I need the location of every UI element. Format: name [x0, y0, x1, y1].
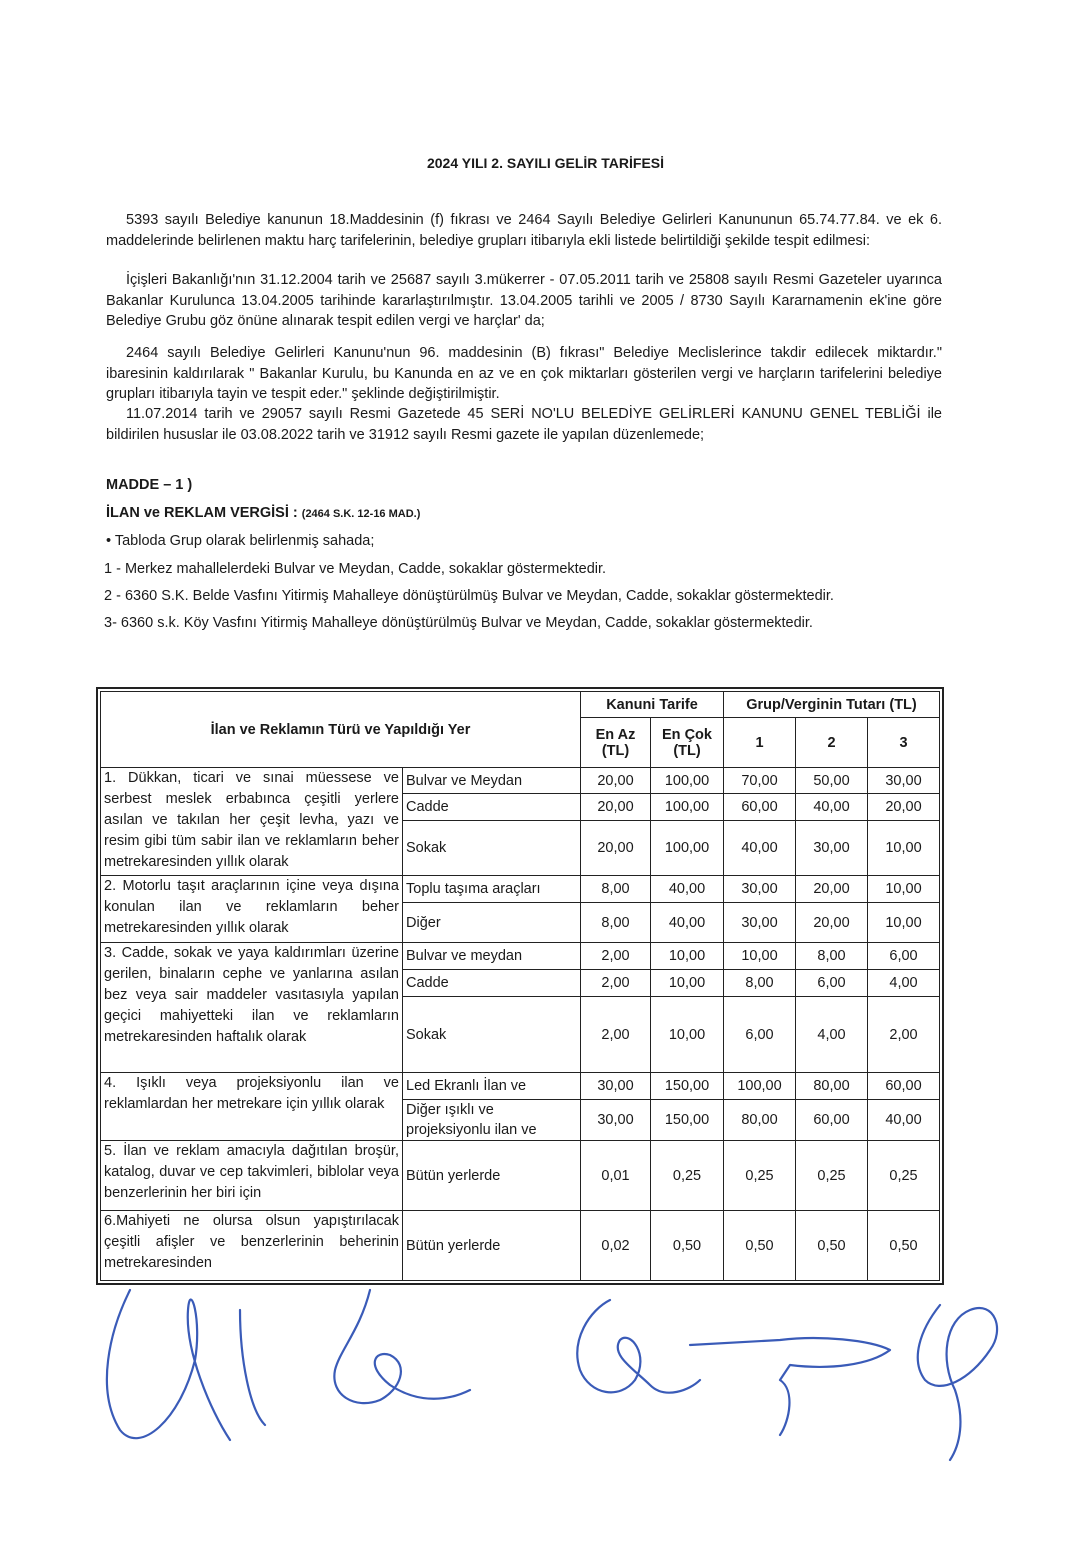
signature-1 [107, 1290, 265, 1440]
value-max: 0,25 [651, 1141, 724, 1211]
row-1-description: 1. Dükkan, ticari ve sınai müessese ve serbest meslek erbabınca çeşitli yerlere asılan ve takılan her çeşit levha, yazı ve resim gibi tüm sabir ilan ve reklamların beher metrekaresinden yıllık olarak [101, 768, 403, 876]
value-group-1: 0,50 [724, 1211, 796, 1281]
value-group-1: 30,00 [724, 876, 796, 903]
signature-3 [577, 1300, 700, 1393]
value-group-2: 0,50 [796, 1211, 868, 1281]
value-min: 8,00 [581, 876, 651, 903]
value-max: 40,00 [651, 876, 724, 903]
row-1-place-2: Cadde [403, 794, 581, 821]
value-group-1: 8,00 [724, 970, 796, 997]
value-group-3: 10,00 [868, 821, 940, 876]
value-group-2: 20,00 [796, 903, 868, 943]
row-3-place-2: Cadde [403, 970, 581, 997]
value-group-3: 10,00 [868, 903, 940, 943]
signature-5 [918, 1305, 997, 1460]
intro-paragraph-1: 5393 sayılı Belediye kanunun 18.Maddesinin (f) fıkrası ve 2464 Sayılı Belediye Gelirleri Kanununun 65.74.77.84. ve ek 6. maddelerinde belirlenen maktu harç tarifelerinin, belediye grupları itibarıyla ekli listede belirtildiği şekilde tespit edilmesi: [106, 212, 942, 249]
tariff-table [100, 691, 940, 1281]
value-min: 20,00 [581, 768, 651, 794]
row-5-description: 5. İlan ve reklam amacıyla dağıtılan broşür, katalog, duvar ve cep takvimleri, biblolar veya benzerlerinin her biri için [101, 1141, 403, 1211]
row-4-description: 4. Işıklı veya projeksiyonlu ilan ve reklamlardan her metrekare için yıllık olarak [101, 1073, 403, 1141]
table-row [101, 943, 940, 970]
intro-paragraph-2: İçişleri Bakanlığı'nın 31.12.2004 tarih ve 25687 sayılı 3.mükerrer - 07.05.2011 tarih ve 25808 sayılı Resmi Gazeteler uyarınca Bakanlar Kurulunca 13.04.2005 tarihinde kararlaştırılmıştır. 13.04.2005 tarihli ve 2005 / 8730 Sayılı Kararnamenin ek'ine göre Belediye Grubu göz önüne alınarak tespit edilen vergi ve harçlar' da; [106, 272, 942, 329]
value-group-1: 80,00 [724, 1100, 796, 1141]
row-2-place-1: Toplu taşıma araçları [403, 876, 581, 903]
value-min: 2,00 [581, 970, 651, 997]
value-group-2: 8,00 [796, 943, 868, 970]
table-header-row [101, 692, 940, 718]
row-3-place-3: Sokak [403, 997, 581, 1073]
value-group-2: 30,00 [796, 821, 868, 876]
value-min: 20,00 [581, 821, 651, 876]
value-min: 8,00 [581, 903, 651, 943]
row-2-description: 2. Motorlu taşıt araçlarının içine veya dışına konulan ilan ve reklamların beher metrekaresinden yıllık olarak [101, 876, 403, 943]
value-group-3: 0,25 [868, 1141, 940, 1211]
value-group-3: 4,00 [868, 970, 940, 997]
header-group-1: 1 [724, 718, 796, 768]
header-group-3: 3 [868, 718, 940, 768]
group-definition-1: 1 - Merkez mahallelerdeki Bulvar ve Meydan, Cadde, sokaklar göstermektedir. [104, 561, 607, 577]
table-row [101, 876, 940, 903]
value-max: 10,00 [651, 997, 724, 1073]
value-group-1: 6,00 [724, 997, 796, 1073]
value-max: 10,00 [651, 970, 724, 997]
value-group-1: 60,00 [724, 794, 796, 821]
row-3-description: 3. Cadde, sokak ve yaya kaldırımları üzerine gerilen, binaların cephe ve yanlarına asılan bez veya sair maddeler vasıtasıyla yapılan geçici mahiyetteki ilan ve reklamların metrekaresinden haftalık olarak [101, 943, 403, 1073]
value-min: 2,00 [581, 943, 651, 970]
value-group-1: 40,00 [724, 821, 796, 876]
value-group-1: 0,25 [724, 1141, 796, 1211]
value-min: 2,00 [581, 997, 651, 1073]
value-group-2: 4,00 [796, 997, 868, 1073]
row-6-place-1: Bütün yerlerde [403, 1211, 581, 1281]
value-min: 0,02 [581, 1211, 651, 1281]
value-group-3: 20,00 [868, 794, 940, 821]
value-group-1: 30,00 [724, 903, 796, 943]
group-definition-2: 2 - 6360 S.K. Belde Vasfını Yitirmiş Mahalleye dönüştürülmüş Bulvar ve Meydan, Cadde, sokaklar göstermektedir. [104, 588, 834, 604]
value-group-2: 0,25 [796, 1141, 868, 1211]
row-1-place-1: Bulvar ve Meydan [403, 768, 581, 794]
row-4-place-2: Diğer ışıklı ve projeksiyonlu ilan ve [403, 1100, 581, 1141]
value-group-3: 2,00 [868, 997, 940, 1073]
value-group-2: 40,00 [796, 794, 868, 821]
value-min: 30,00 [581, 1073, 651, 1100]
row-3-place-1: Bulvar ve meydan [403, 943, 581, 970]
intro-paragraph-4: 11.07.2014 tarih ve 29057 sayılı Resmi Gazetede 45 SERİ NO'LU BELEDİYE GELİRLERİ KANUNU GENEL TEBLİĞİ ile bildirilen hususlar ile 03.08.2022 tarih ve 31912 sayılı Resmi gazete ile yapılan düzenlemede; [106, 406, 942, 443]
value-min: 30,00 [581, 1100, 651, 1141]
value-group-1: 100,00 [724, 1073, 796, 1100]
value-group-1: 10,00 [724, 943, 796, 970]
table-row [101, 768, 940, 794]
value-group-1: 70,00 [724, 768, 796, 794]
value-max: 150,00 [651, 1073, 724, 1100]
row-2-place-2: Diğer [403, 903, 581, 943]
value-min: 20,00 [581, 794, 651, 821]
signatures [90, 1270, 1020, 1470]
header-max: En Çok (TL) [651, 718, 724, 768]
value-max: 100,00 [651, 794, 724, 821]
header-group-2: 2 [796, 718, 868, 768]
row-1-place-3: Sokak [403, 821, 581, 876]
header-description: İlan ve Reklamın Türü ve Yapıldığı Yer [101, 692, 581, 768]
intro-paragraph-3: 2464 sayılı Belediye Gelirleri Kanunu'nun 96. maddesinin (B) fıkrası" Belediye Meclislerince takdir edilecek miktardır." ibaresinin kaldırılarak " Bakanlar Kurulu, bu Kanunda en az ve en çok miktarları gösterilen vergi ve harçların tarifelerini belediye grupları itibarıyla tayin ve tespit eder." şeklinde değiştirilmiştir. [106, 345, 942, 402]
bullet-intro: • Tabloda Grup olarak belirlenmiş sahada; [106, 533, 375, 549]
value-group-3: 10,00 [868, 876, 940, 903]
value-min: 0,01 [581, 1141, 651, 1211]
section-title: İLAN ve REKLAM VERGİSİ : [106, 505, 298, 521]
signature-4 [690, 1338, 890, 1435]
value-group-2: 80,00 [796, 1073, 868, 1100]
value-max: 40,00 [651, 903, 724, 943]
signature-2 [334, 1290, 470, 1403]
row-6-description: 6.Mahiyeti ne olursa olsun yapıştırılacak çeşitli afişler ve benzerlerinin beherinin metrekaresinden [101, 1211, 403, 1281]
value-max: 150,00 [651, 1100, 724, 1141]
value-group-3: 60,00 [868, 1073, 940, 1100]
row-4-place-1: Led Ekranlı İlan ve [403, 1073, 581, 1100]
section-reference: (2464 S.K. 12-16 MAD.) [301, 508, 421, 520]
header-group-amount: Grup/Verginin Tutarı (TL) [724, 692, 940, 718]
table-row [101, 1141, 940, 1211]
value-max: 100,00 [651, 768, 724, 794]
header-legal-tariff: Kanuni Tarife [581, 692, 724, 718]
value-group-3: 40,00 [868, 1100, 940, 1141]
value-max: 100,00 [651, 821, 724, 876]
row-5-place-1: Bütün yerlerde [403, 1141, 581, 1211]
value-group-2: 6,00 [796, 970, 868, 997]
article-number: MADDE – 1 ) [106, 477, 193, 493]
value-group-3: 6,00 [868, 943, 940, 970]
header-min: En Az (TL) [581, 718, 651, 768]
section-heading [106, 505, 420, 521]
value-max: 10,00 [651, 943, 724, 970]
value-group-2: 50,00 [796, 768, 868, 794]
tariff-table-frame [96, 687, 944, 1285]
value-group-2: 20,00 [796, 876, 868, 903]
value-max: 0,50 [651, 1211, 724, 1281]
value-group-3: 0,50 [868, 1211, 940, 1281]
group-definition-3: 3- 6360 s.k. Köy Vasfını Yitirmiş Mahalleye dönüştürülmüş Bulvar ve Meydan, Cadde, sokaklar göstermektedir. [104, 615, 813, 631]
table-row [101, 1073, 940, 1100]
document-title: 2024 YILI 2. SAYILI GELİR TARİFESİ [426, 155, 665, 171]
value-group-3: 30,00 [868, 768, 940, 794]
value-group-2: 60,00 [796, 1100, 868, 1141]
